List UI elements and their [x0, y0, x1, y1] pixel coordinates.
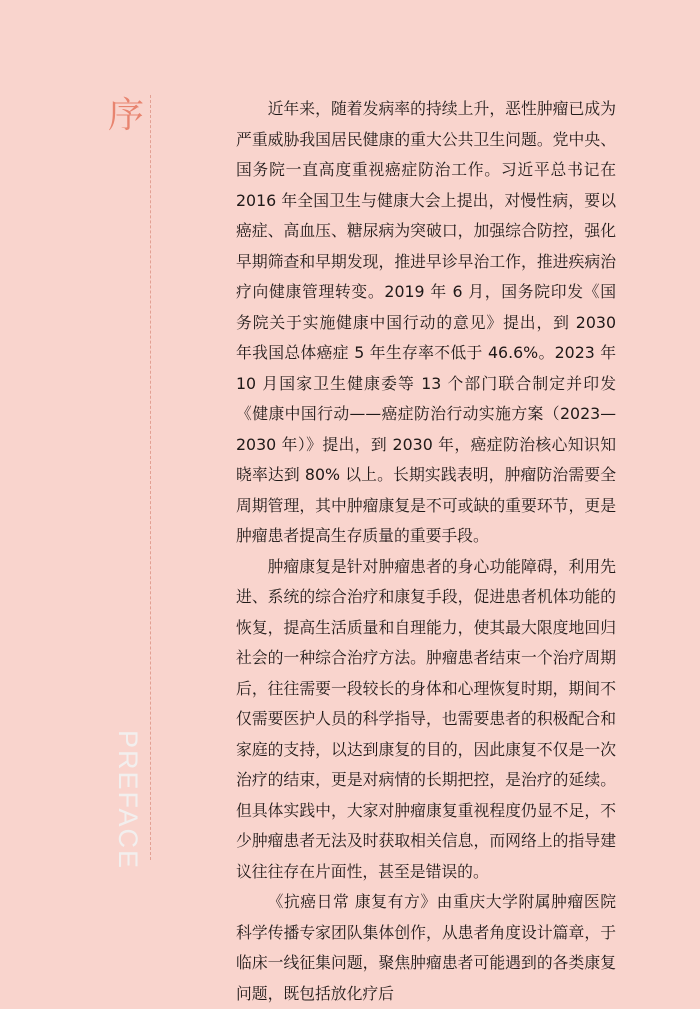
- paragraph-3: 《抗癌日常 康复有方》由重庆大学附属肿瘤医院科学传播专家团队集体创作，从患者角度设计篇章，于临床一线征集问题，聚焦肿瘤患者可能遇到的各类康复问题，既包括放化疗后: [236, 892, 616, 1003]
- section-title: 序: [108, 95, 145, 136]
- side-divider: [150, 95, 151, 860]
- paragraph-2: 肿瘤康复是针对肿瘤患者的身心功能障碍，利用先进、系统的综合治疗和康复手段，促进患者机体功能的恢复，提高生活质量和自理能力，使其最大限度地回归社会的一种综合治疗方法。肿瘤患者结束一个治疗周期后，往往需要一段较长的身体和心理恢复时期，期间不仅需要医护人员的科学指导，也需要患者的积极配合和家庭的支持，以达到康复的目的，因此康复不仅是一次治疗的结束，更是对病情的长期把控，是治疗的延续。但具体实践中，大家对肿瘤康复重视程度仍显不足，不少肿瘤患者无法及时获取相关信息，而网络上的指导建议往往存在片面性，甚至是错误的。: [236, 556, 616, 881]
- section-english-title: PREFACE: [113, 730, 143, 871]
- paragraph-1: 近年来，随着发病率的持续上升，恶性肿瘤已成为严重威胁我国居民健康的重大公共卫生问题。党中央、国务院一直高度重视癌症防治工作。习近平总书记在 2016 年全国卫生与健康大会上提出，对慢性病，要以癌症、高血压、糖尿病为突破口，加强综合防控，强化早期筛查和早期发现，推进早诊早治工作，推进疾病治疗向健康管理转变。2019 年 6 月，国务院印发《国务院关于实施健康中国行动的意见》提出，到 2030 年我国总体癌症 5 年生存率不低于 46.6%。2023 年 10 月国家卫生健康委等 13 个部门联合制定并印发《健康中国行动——癌症防治行动实施方案（2023—2030 年）》提出，到 2030 年，癌症防治核心知识知晓率达到 80% 以上。长期实践表明，肿瘤防治需要全周期管理，其中肿瘤康复是不可或缺的重要环节，更是肿瘤患者提高生存质量的重要手段。: [236, 99, 616, 545]
- preface-body: [236, 94, 616, 1009]
